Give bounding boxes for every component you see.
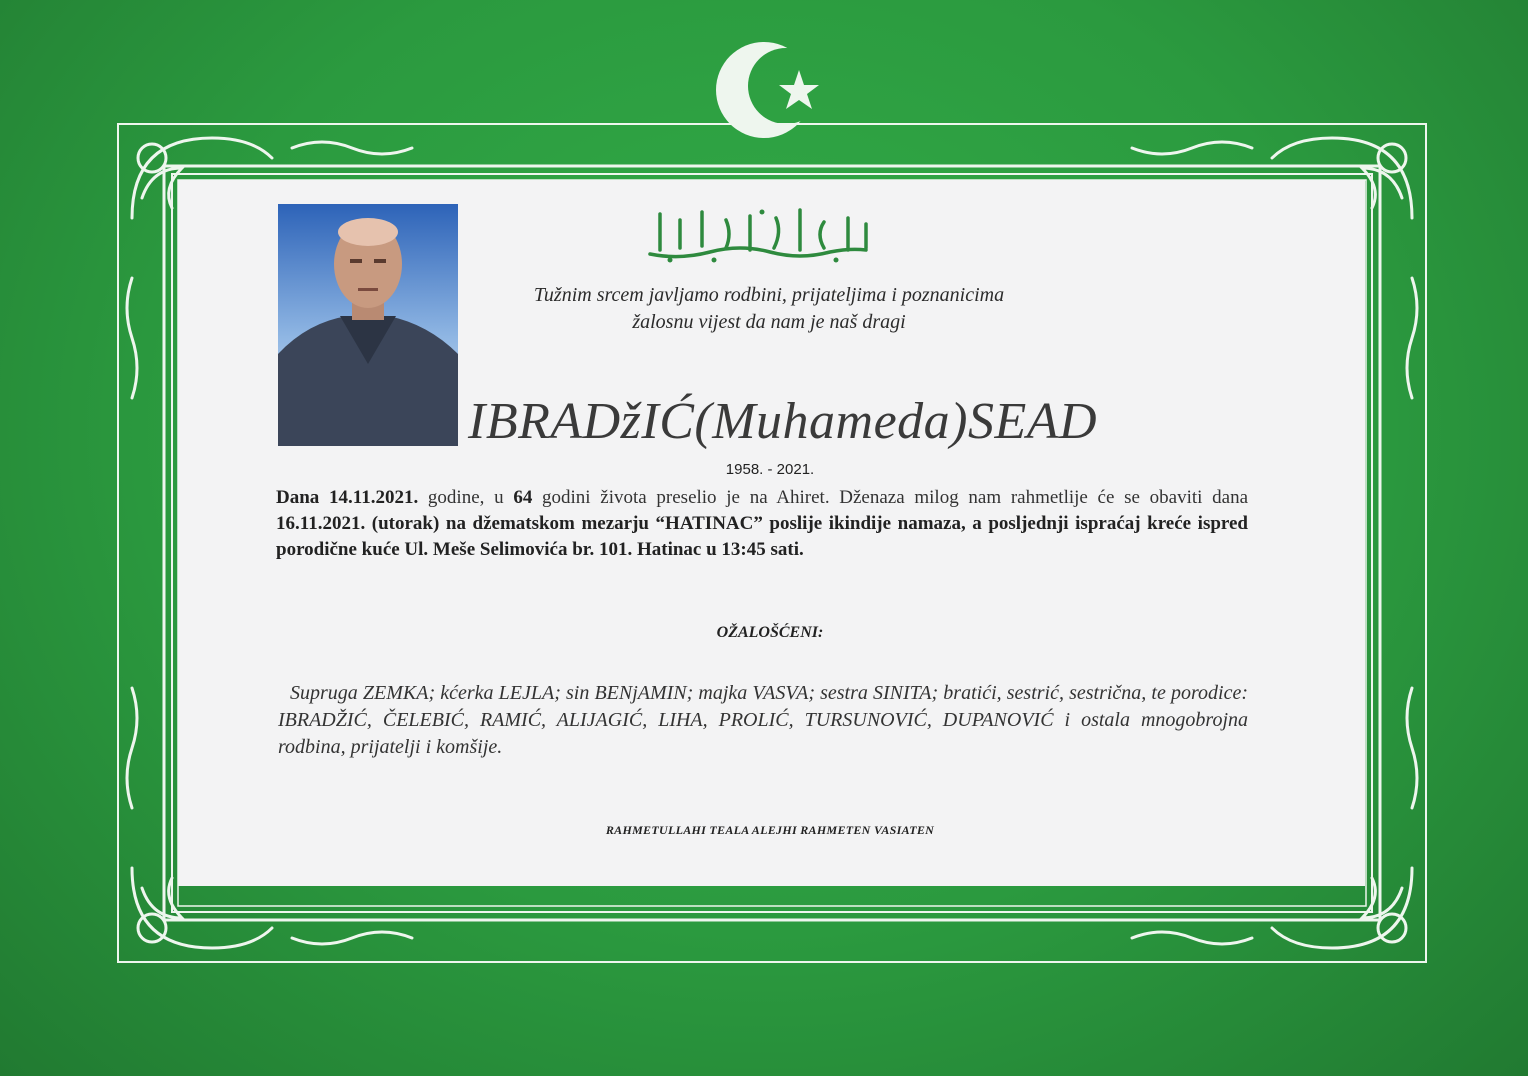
intro-text bbox=[462, 282, 1076, 336]
funeral-details: 16.11.2021. (utorak) na džematskom mezarju “HATINAC” poslije ikindije namaza, a posljednji ispraćaj kreće ispred porodične kuće Ul. Meše Selimovića br. 101. Hatinac u 13:45 sati. bbox=[276, 513, 1248, 560]
mourners-title: OŽALOŠĆENI: bbox=[716, 624, 824, 641]
portrait-photo bbox=[278, 204, 458, 446]
deceased-name: IBRADžIĆ(Muhameda)SEAD bbox=[468, 393, 1098, 450]
announcement-godine: godine, u bbox=[418, 487, 514, 508]
intro-line-2: žalosnu vijest da nam je naš dragi bbox=[632, 311, 906, 333]
announcement-dana: Dana bbox=[276, 487, 320, 508]
mourners-list: Supruga ZEMKA; kćerka LEJLA; sin BENjAMIN; majka VASVA; sestra SINITA; bratići, sestrić, sestrična, te porodice: IBRADŽIĆ, ČELEBIĆ, RAMIĆ, ALIJAGIĆ, LIHA, PROLIĆ, TURSUNOVIĆ, DUPANOVIĆ i ostala mnogobrojna rodbina, prijatelji i komšije. bbox=[278, 682, 1248, 758]
announcement-middle: godini života preselio je na Ahiret. Dženaza milog nam rahmetlije će se obaviti dana bbox=[532, 487, 1249, 508]
announcement-text bbox=[276, 485, 1248, 563]
closing-prayer: RAHMETULLAHI TEALA ALEJHI RAHMETEN VASIATEN bbox=[605, 823, 935, 837]
arabic-calligraphy-icon bbox=[640, 204, 876, 264]
life-years: 1958. - 2021. bbox=[725, 461, 815, 478]
age: 64 bbox=[513, 487, 533, 508]
intro-line-1: Tužnim srcem javljamo rodbini, prijateljima i poznanicima bbox=[533, 284, 1005, 306]
death-date: 14.11.2021. bbox=[329, 487, 419, 508]
